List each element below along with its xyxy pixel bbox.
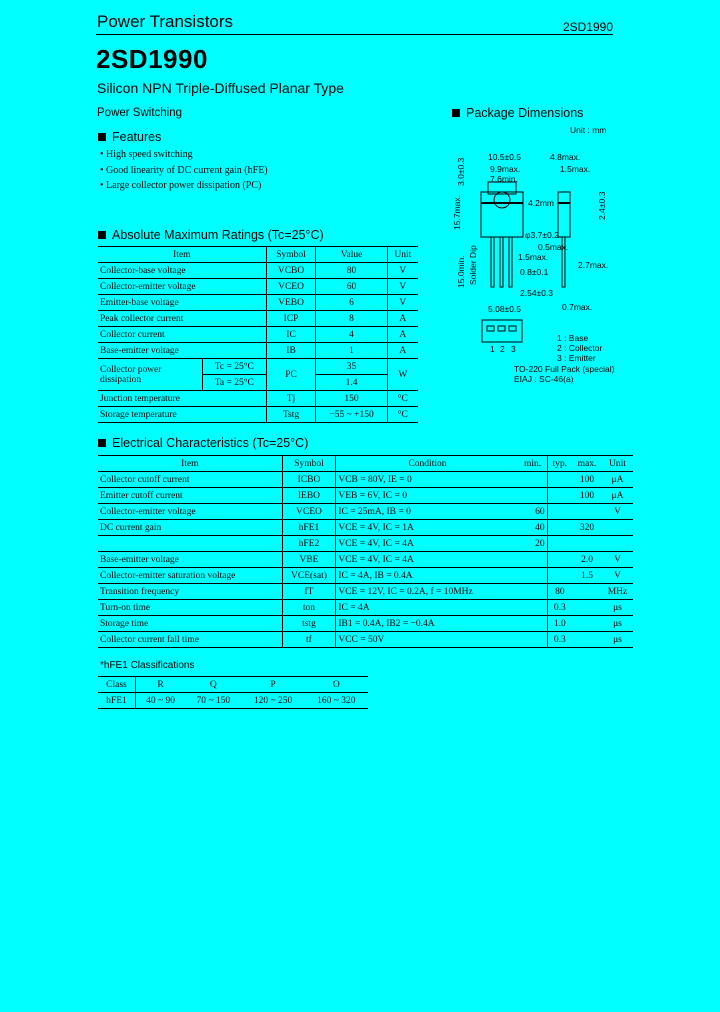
ec-heading-text: Electrical Characteristics (Tc=25°C): [112, 436, 309, 450]
table-cell: 60: [316, 279, 387, 295]
feature-item: • Good linearity of DC current gain (hFE): [100, 163, 268, 179]
table-cell: 40: [519, 520, 547, 536]
table-cell: V: [602, 504, 633, 520]
table-cell: VCEO: [266, 279, 316, 295]
dim-label: 1.5max.: [560, 164, 591, 174]
table-cell: PC: [266, 359, 316, 391]
features-heading: [98, 130, 161, 144]
absolute-max-ratings-table: [98, 246, 418, 423]
table-cell: IEBO: [282, 488, 336, 504]
table-cell: Emitter cutoff current: [98, 488, 282, 504]
table-cell: 150: [316, 391, 387, 407]
table-cell: IC = 4A: [336, 600, 519, 616]
table-cell: 100: [572, 488, 602, 504]
table-cell: [519, 568, 547, 584]
table-row: [98, 488, 633, 504]
header-category: Power Transistors: [97, 12, 234, 31]
column-header: Item: [98, 456, 282, 472]
table-cell: W: [387, 359, 418, 391]
table-cell: IC: [266, 327, 316, 343]
table-row: [98, 600, 633, 616]
features-list: [100, 147, 268, 194]
table-cell: Collector-emitter voltage: [98, 504, 282, 520]
table-cell: 2.0: [572, 552, 602, 568]
table-cell: μs: [602, 600, 633, 616]
table-header-row: [98, 456, 633, 472]
pin-legend: 3 : Emitter: [557, 353, 596, 363]
dim-label: 3.0±0.3: [456, 157, 466, 186]
bullet-square-icon: [452, 109, 460, 117]
table-row: [98, 359, 418, 375]
table-cell: [572, 632, 602, 648]
table-cell: Base-emitter voltage: [98, 343, 266, 359]
table-cell: IC = 25mA, IB = 0: [336, 504, 519, 520]
column-header: Symbol: [266, 247, 316, 263]
table-cell: ICBO: [282, 472, 336, 488]
table-row: [98, 343, 418, 359]
table-row: [98, 616, 633, 632]
table-row: [98, 391, 418, 407]
table-cell: 80: [547, 584, 572, 600]
dim-label: 9.9max.: [490, 164, 521, 174]
table-row: [98, 584, 633, 600]
page-title: 2SD1990: [96, 44, 208, 74]
lead-2: [500, 237, 503, 287]
table-cell: [519, 488, 547, 504]
table-cell: V: [387, 263, 418, 279]
table-cell: Storage time: [98, 616, 282, 632]
package-body: [481, 192, 523, 237]
column-header: Value: [316, 247, 387, 263]
page-subtitle: Silicon NPN Triple-Diffused Planar Type: [97, 80, 344, 96]
dim-label: 0.8±0.1: [520, 267, 549, 277]
table-cell: VCE = 12V, IC = 0.2A, f = 10MHz: [336, 584, 519, 600]
table-cell: IB: [266, 343, 316, 359]
table-cell: 70 ~ 150: [185, 693, 241, 709]
table-cell: μs: [602, 616, 633, 632]
table-cell: Emitter-base voltage: [98, 295, 266, 311]
table-header-row: [98, 677, 368, 693]
table-cell: [519, 584, 547, 600]
table-cell: 100: [572, 472, 602, 488]
table-cell: °C: [387, 407, 418, 423]
table-cell: 6: [316, 295, 387, 311]
table-cell: [602, 520, 633, 536]
table-cell: 35: [316, 359, 387, 375]
table-cell: [547, 488, 572, 504]
pin-number: 2: [500, 344, 505, 354]
feature-item: • Large collector power dissipation (PC): [100, 178, 268, 194]
table-cell: V: [387, 279, 418, 295]
table-cell: VBE: [282, 552, 336, 568]
pin-number: 3: [511, 344, 516, 354]
table-cell: Base-emitter voltage: [98, 552, 282, 568]
table-cell: 1.0: [547, 616, 572, 632]
table-row: [98, 263, 418, 279]
bullet-square-icon: [98, 133, 106, 141]
table-cell: tstg: [282, 616, 336, 632]
ec-heading: [98, 436, 308, 450]
package-side: [558, 192, 570, 237]
table-row: [98, 504, 633, 520]
table-cell: VCB = 80V, IE = 0: [336, 472, 519, 488]
table-cell: Collector current fall time: [98, 632, 282, 648]
table-cell: V: [602, 568, 633, 584]
table-cell: Collector-emitter saturation voltage: [98, 568, 282, 584]
table-cell: V: [602, 552, 633, 568]
dim-label: 1.5max.: [518, 252, 549, 262]
dim-label: 2.54±0.3: [520, 288, 554, 298]
table-row: [98, 327, 418, 343]
table-row: [98, 472, 633, 488]
table-cell: VCC = 50V: [336, 632, 519, 648]
dim-label: 10.5±0.5: [488, 152, 522, 162]
table-row: [98, 632, 633, 648]
electrical-characteristics-table: [98, 455, 633, 648]
table-cell: Junction temperature: [98, 391, 266, 407]
column-header: Unit: [387, 247, 418, 263]
column-header: Class: [98, 677, 135, 693]
column-header: P: [241, 677, 304, 693]
table-cell: Ta = 25°C: [203, 375, 267, 391]
table-row: [98, 311, 418, 327]
table-cell: Storage temperature: [98, 407, 266, 423]
amr-heading-text: Absolute Maximum Ratings (Tc=25°C): [112, 228, 324, 242]
table-cell: 0.3: [547, 632, 572, 648]
table-row: [98, 536, 633, 552]
table-cell: 160 ~ 320: [305, 693, 368, 709]
table-row: [98, 407, 418, 423]
dim-label: 4.8max.: [550, 152, 581, 162]
table-cell: VCE = 4V, IC = 4A: [336, 536, 519, 552]
table-cell: 320: [572, 520, 602, 536]
table-cell: ton: [282, 600, 336, 616]
pin-legend: 1 : Base: [557, 333, 589, 343]
column-header: O: [305, 677, 368, 693]
table-cell: 4: [316, 327, 387, 343]
column-header: Q: [185, 677, 241, 693]
table-cell: VCBO: [266, 263, 316, 279]
package-heading: [452, 106, 583, 120]
table-cell: 40 ~ 90: [135, 693, 185, 709]
table-cell: 120 ~ 250: [241, 693, 304, 709]
table-cell: 0.3: [547, 600, 572, 616]
hfe-heading: *hFE1 Classifications: [100, 660, 195, 671]
package-eiaj: EIAJ : SC-46(a): [514, 374, 574, 384]
column-header: typ.: [547, 456, 572, 472]
pin-number: 1: [490, 344, 495, 354]
table-row: [98, 279, 418, 295]
table-cell: [572, 504, 602, 520]
table-cell: VCE = 4V, IC = 1A: [336, 520, 519, 536]
application: Power Switching: [97, 107, 183, 119]
table-cell: 1.5: [572, 568, 602, 584]
lead-3: [509, 237, 512, 287]
column-header: min.: [519, 456, 547, 472]
table-header-row: [98, 247, 418, 263]
table-cell: hFE2: [282, 536, 336, 552]
table-cell: [572, 600, 602, 616]
dim-label: φ3.7±0.2: [525, 230, 559, 240]
features-heading-text: Features: [112, 130, 162, 144]
table-cell: 20: [519, 536, 547, 552]
table-cell: [519, 616, 547, 632]
table-cell: [519, 632, 547, 648]
table-cell: VEB = 6V, IC = 0: [336, 488, 519, 504]
table-cell: VCEO: [282, 504, 336, 520]
table-cell: hFE1: [98, 693, 135, 709]
table-cell: MHz: [602, 584, 633, 600]
table-cell: Peak collector current: [98, 311, 266, 327]
table-cell: ICP: [266, 311, 316, 327]
package-unit: Unit : mm: [570, 125, 607, 135]
table-row: [98, 295, 418, 311]
table-cell: 8: [316, 311, 387, 327]
table-row: [98, 552, 633, 568]
dim-label: 15.7max.: [452, 195, 462, 230]
table-cell: [547, 520, 572, 536]
column-header: Condition: [336, 456, 519, 472]
column-header: Item: [98, 247, 266, 263]
package-heading-text: Package Dimensions: [466, 106, 584, 120]
dim-label: 0.7max.: [562, 302, 593, 312]
table-cell: Collector current: [98, 327, 266, 343]
dim-label-lead-length: 15.0min.: [456, 255, 466, 288]
table-cell: [98, 536, 282, 552]
table-cell: [547, 568, 572, 584]
table-cell: [547, 504, 572, 520]
table-cell: Turn-on time: [98, 600, 282, 616]
package-name: TO-220 Full Pack (special): [514, 364, 615, 374]
table-cell: fT: [282, 584, 336, 600]
dim-label: 4.2mm: [528, 198, 554, 208]
table-cell: Tc = 25°C: [203, 359, 267, 375]
table-cell: Collector-emitter voltage: [98, 279, 266, 295]
table-cell: IC = 4A, IB = 0.4A: [336, 568, 519, 584]
hfe-classification-table: [98, 676, 368, 709]
table-cell: [547, 472, 572, 488]
table-cell: [519, 472, 547, 488]
table-cell: [519, 552, 547, 568]
table-cell: Tstg: [266, 407, 316, 423]
dim-label: 5.08±0.5: [488, 304, 522, 314]
table-cell: 1.4: [316, 375, 387, 391]
table-cell: °C: [387, 391, 418, 407]
table-cell: A: [387, 327, 418, 343]
dim-label-solder-dip: Solder Dip: [468, 245, 478, 285]
table-cell: hFE1: [282, 520, 336, 536]
table-cell: IB1 = 0.4A, IB2 = −0.4A: [336, 616, 519, 632]
table-cell: VEBO: [266, 295, 316, 311]
table-cell: [572, 616, 602, 632]
table-cell: tf: [282, 632, 336, 648]
table-cell: VCE = 4V, IC = 4A: [336, 552, 519, 568]
table-cell: [519, 600, 547, 616]
bullet-square-icon: [98, 231, 106, 239]
table-cell: 60: [519, 504, 547, 520]
table-cell: [547, 552, 572, 568]
bullet-square-icon: [98, 439, 106, 447]
header-part-number: 2SD1990: [562, 20, 613, 34]
table-cell: Collector power dissipation: [98, 359, 203, 391]
table-cell: DC current gain: [98, 520, 282, 536]
table-cell: [547, 536, 572, 552]
table-row: [98, 693, 368, 709]
amr-heading: [98, 228, 324, 242]
table-cell: Transition frequency: [98, 584, 282, 600]
table-cell: 1: [316, 343, 387, 359]
table-cell: [572, 584, 602, 600]
table-cell: [572, 536, 602, 552]
table-cell: −55 ~ +150: [316, 407, 387, 423]
dim-label: 2.7max.: [578, 260, 609, 270]
header-divider: [96, 34, 613, 35]
table-cell: Tj: [266, 391, 316, 407]
table-cell: Collector cutoff current: [98, 472, 282, 488]
table-cell: V: [387, 295, 418, 311]
table-cell: 80: [316, 263, 387, 279]
dim-label: 7.6min.: [490, 174, 518, 184]
table-cell: μs: [602, 632, 633, 648]
table-cell: A: [387, 343, 418, 359]
pin-legend: 2 : Collector: [557, 343, 603, 353]
lead-1: [491, 237, 494, 287]
table-cell: μA: [602, 488, 633, 504]
column-header: Unit: [602, 456, 633, 472]
table-cell: Collector-base voltage: [98, 263, 266, 279]
table-cell: VCE(sat): [282, 568, 336, 584]
feature-item: • High speed switching: [100, 147, 268, 163]
package-drawing: [450, 140, 620, 390]
column-header: max.: [572, 456, 602, 472]
table-row: [98, 568, 633, 584]
column-header: R: [135, 677, 185, 693]
dim-label: 0.5max.: [538, 242, 569, 252]
column-header: Symbol: [282, 456, 336, 472]
table-cell: μA: [602, 472, 633, 488]
dim-label-side-height: 2.4±0.3: [597, 191, 607, 220]
table-cell: [602, 536, 633, 552]
table-row: [98, 520, 633, 536]
table-cell: A: [387, 311, 418, 327]
